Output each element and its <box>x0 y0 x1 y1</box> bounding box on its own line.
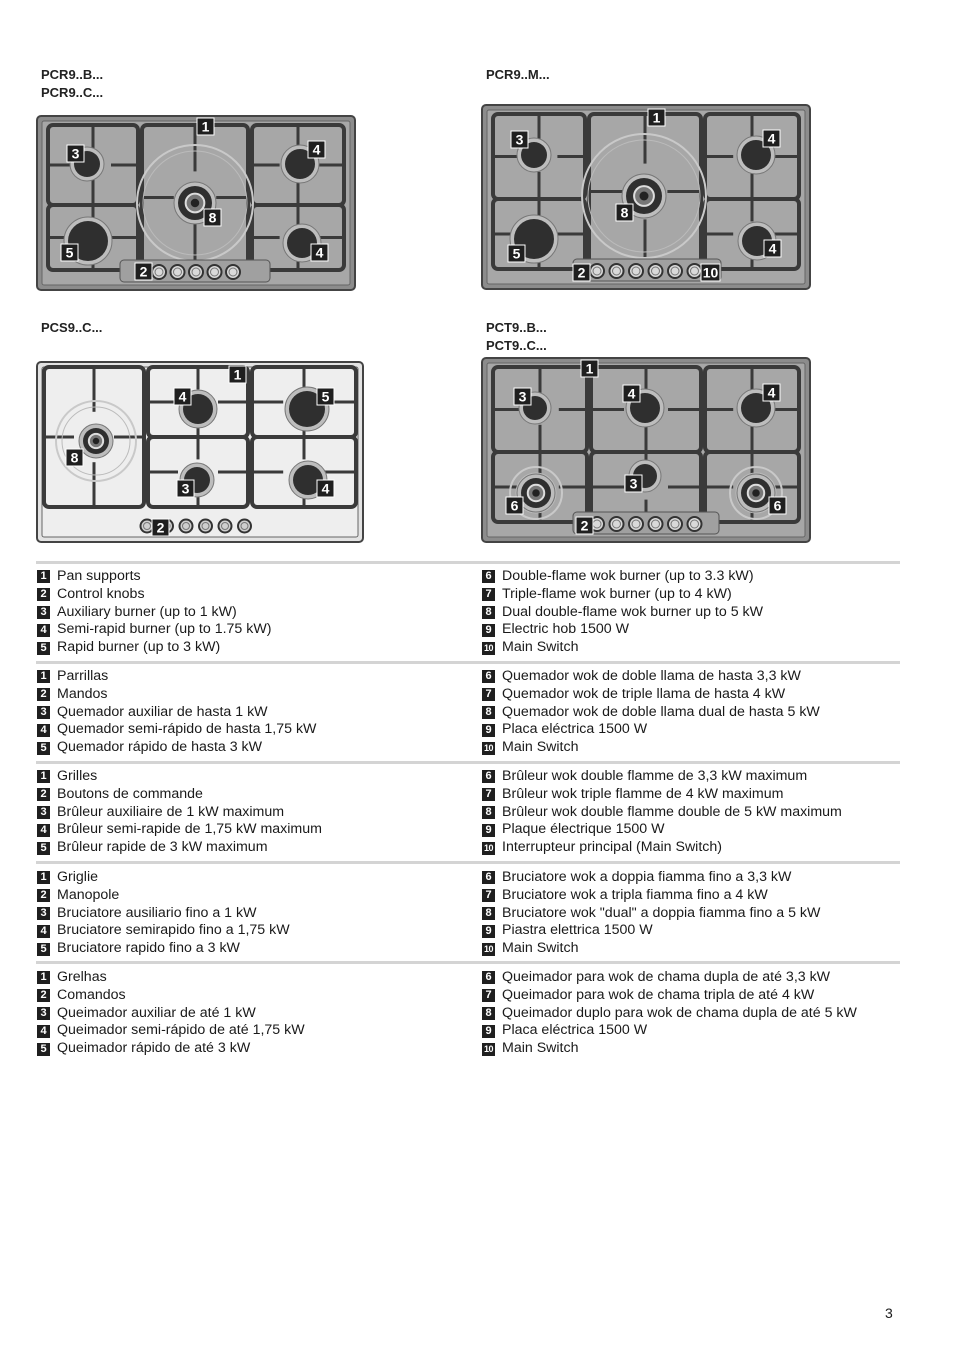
callout-number-badge: 6 <box>482 971 495 984</box>
callout-number-badge: 1 <box>37 971 50 984</box>
model-label-pcs9-c <box>41 319 102 337</box>
callout-number: 5 <box>65 244 74 261</box>
legend-column-left <box>37 969 305 1058</box>
callout-number-badge: 3 <box>37 806 50 819</box>
callout-number: 8 <box>620 204 629 221</box>
legend-item <box>37 786 322 804</box>
legend-item <box>37 1005 305 1023</box>
legend-item-text: Parrillas <box>57 668 109 684</box>
legend-item <box>482 804 842 822</box>
control-knob <box>226 265 240 279</box>
callout-number-badge: 8 <box>482 706 495 719</box>
legend-item <box>37 969 305 987</box>
legend-item <box>482 768 842 786</box>
callout-badge <box>769 497 786 514</box>
legend-column-right <box>482 869 820 958</box>
legend-item <box>37 768 322 786</box>
callout-number-badge: 4 <box>37 824 50 837</box>
legend-item-text: Double-flame wok burner (up to 3.3 kW) <box>502 568 754 584</box>
hob-illustration <box>36 115 356 291</box>
callout-number: 5 <box>512 245 521 262</box>
callout-badge <box>174 388 191 405</box>
legend-item <box>37 604 271 622</box>
legend-item <box>37 621 271 639</box>
callout-badge <box>625 475 642 492</box>
legend-item-text: Pan supports <box>57 568 141 584</box>
control-knob <box>180 520 193 533</box>
legend-item-text: Queimador semi-rápido de até 1,75 kW <box>57 1022 305 1039</box>
legend-item-text: Triple-flame wok burner (up to 4 kW) <box>502 585 732 602</box>
legend-item <box>37 887 290 905</box>
legend-item <box>482 922 820 940</box>
legend-item-text: Griglie <box>57 869 98 885</box>
callout-number: 4 <box>767 130 776 147</box>
control-knob <box>219 520 232 533</box>
legend-column-left <box>37 869 290 958</box>
callout-number-badge: 8 <box>482 907 495 920</box>
callout-number-badge: 3 <box>37 1007 50 1020</box>
callout-number-badge: 2 <box>37 889 50 902</box>
callout-number: 4 <box>321 480 330 497</box>
legend-item <box>482 686 820 704</box>
control-knob <box>189 265 203 279</box>
callout-badge <box>576 517 593 534</box>
callout-number-badge: 3 <box>37 706 50 719</box>
legend-item-text: Manopole <box>57 886 120 903</box>
legend-item <box>37 905 290 923</box>
legend-item-text: Queimador para wok de chama dupla de até 3,3 kW <box>502 969 831 985</box>
callout-badge <box>229 366 246 383</box>
callout-number: 3 <box>518 388 527 405</box>
callout-badge <box>61 244 78 261</box>
callout-number-badge: 4 <box>37 1025 50 1038</box>
legend-item-text: Placa eléctrica 1500 W <box>502 1022 648 1039</box>
legend-item-text: Queimador duplo para wok de chama dupla de até 5 kW <box>502 1004 857 1021</box>
callout-badge <box>311 244 328 261</box>
legend-item <box>482 905 820 923</box>
separator <box>36 761 900 764</box>
legend-item-text: Rapid burner (up to 3 kW) <box>57 639 221 656</box>
legend-item-text: Boutons de commande <box>57 785 203 802</box>
legend-item <box>482 786 842 804</box>
legend-item <box>482 721 820 739</box>
hob-illustration <box>36 361 364 543</box>
callout-number-badge: 10 <box>483 742 493 753</box>
control-knob <box>199 520 212 533</box>
callout-badge <box>197 118 214 135</box>
legend-column-right <box>482 568 763 657</box>
control-knob <box>238 520 251 533</box>
model-name: PCR9..B... <box>41 67 104 82</box>
callout-number-badge: 9 <box>482 624 495 637</box>
callout-badge <box>508 245 525 262</box>
legend-item <box>37 721 316 739</box>
callout-number-badge: 7 <box>482 588 495 601</box>
callout-number-badge: 1 <box>37 871 50 884</box>
legend-item-text: Electric hob 1500 W <box>502 621 629 638</box>
legend-item-text: Quemador semi-rápido de hasta 1,75 kW <box>57 721 317 738</box>
legend-item <box>482 839 842 857</box>
control-knob-row <box>152 265 240 279</box>
legend-item <box>37 922 290 940</box>
legend-item-text: Bruciatore rapido fino a 3 kW <box>57 940 240 957</box>
legend-item <box>37 739 316 757</box>
control-knob <box>171 265 185 279</box>
callout-badge <box>177 480 194 497</box>
hob-diagram-pcr9-m <box>481 104 811 290</box>
legend-item <box>482 568 763 586</box>
callout-number-badge: 1 <box>37 570 50 583</box>
legend-item-text: Semi-rapid burner (up to 1.75 kW) <box>57 621 272 638</box>
control-knob <box>688 264 702 278</box>
legend-column-right <box>482 668 820 757</box>
legend-item <box>482 639 763 657</box>
control-knob <box>649 264 663 278</box>
callout-number-badge: 6 <box>482 770 495 783</box>
callout-badge <box>616 204 633 221</box>
callout-number: 1 <box>233 366 242 383</box>
legend-item-text: Brûleur auxiliaire de 1 kW maximum <box>57 803 285 820</box>
legend-item <box>37 1022 305 1040</box>
callout-number-badge: 3 <box>37 907 50 920</box>
callout-number-badge: 8 <box>482 1007 495 1020</box>
legend-item-text: Plaque électrique 1500 W <box>502 821 665 838</box>
legend-item-text: Brûleur wok double flamme de 3,3 kW maximum <box>502 768 808 784</box>
legend-item-text: Main Switch <box>502 739 579 756</box>
callout-number-badge: 3 <box>37 606 50 619</box>
separator <box>36 961 900 964</box>
legend-item <box>37 940 290 958</box>
legend-item <box>482 987 857 1005</box>
legend-item <box>37 804 322 822</box>
callout-number-badge: 4 <box>37 925 50 938</box>
callout-number: 3 <box>515 131 524 148</box>
callout-number-badge: 6 <box>482 670 495 683</box>
legend-column-left <box>37 768 322 857</box>
legend-column-left <box>37 568 271 657</box>
model-label-pct9-bc <box>486 319 547 355</box>
legend-item-text: Bruciatore wok "dual" a doppia fiamma fino a 5 kW <box>502 904 821 921</box>
callout-number-badge: 9 <box>482 1025 495 1038</box>
legend-item <box>482 887 820 905</box>
callout-badge <box>308 141 325 158</box>
legend-item-text: Brûleur wok triple flamme de 4 kW maximum <box>502 785 784 802</box>
legend-item-text: Bruciatore wok a tripla fiamma fino a 4 kW <box>502 886 768 903</box>
callout-number-badge: 4 <box>37 624 50 637</box>
model-name: PCT9..C... <box>486 338 547 353</box>
burner-center <box>752 489 760 497</box>
legend-item-text: Dual double-flame wok burner up to 5 kW <box>502 603 764 620</box>
legend-item-text: Quemador wok de triple llama de hasta 4 kW <box>502 685 786 702</box>
callout-badge <box>701 264 720 281</box>
model-name: PCS9..C... <box>41 320 103 335</box>
legend-item <box>482 586 763 604</box>
hob-illustration <box>481 357 811 543</box>
callout-number-badge: 6 <box>482 871 495 884</box>
legend-item <box>482 604 763 622</box>
model-label-pcr9-m <box>486 66 550 84</box>
callout-badge <box>764 240 781 257</box>
callout-badge <box>514 388 531 405</box>
control-knob <box>590 264 604 278</box>
control-knob <box>688 517 702 531</box>
callout-number: 8 <box>70 449 79 466</box>
wok-burner <box>79 424 113 458</box>
legend-item <box>482 668 820 686</box>
callout-number-badge: 2 <box>37 688 50 701</box>
callout-number-badge: 7 <box>482 688 495 701</box>
legend-item-text: Main Switch <box>502 940 579 957</box>
callout-number-badge: 9 <box>482 724 495 737</box>
callout-number: 2 <box>580 517 589 534</box>
callout-number: 4 <box>178 388 187 405</box>
callout-number-badge: 2 <box>37 588 50 601</box>
callout-badge <box>511 131 528 148</box>
callout-badge <box>135 263 152 280</box>
callout-number-badge: 10 <box>483 642 493 653</box>
callout-number: 1 <box>201 118 210 135</box>
model-name: PCT9..B... <box>486 320 547 335</box>
callout-number: 2 <box>577 264 586 281</box>
control-knob <box>629 517 643 531</box>
control-knob <box>610 517 624 531</box>
callout-number: 4 <box>315 244 324 261</box>
legend-item-text: Queimador auxiliar de até 1 kW <box>57 1004 256 1021</box>
legend-item-text: Mandos <box>57 685 108 702</box>
control-knob <box>152 265 166 279</box>
legend-item-text: Main Switch <box>502 639 579 656</box>
burner-center <box>532 489 540 497</box>
legend-item-text: Interrupteur principal (Main Switch) <box>502 839 722 856</box>
legend-item-text: Quemador wok de doble llama dual de hasta 5 kW <box>502 703 820 720</box>
legend-item-text: Control knobs <box>57 585 145 602</box>
callout-badge <box>204 209 221 226</box>
hob-diagram-pcr9-bc <box>36 115 356 291</box>
callout-number: 3 <box>181 480 190 497</box>
callout-badge <box>763 384 780 401</box>
legend-item-text: Piastra elettrica 1500 W <box>502 922 653 939</box>
legend-item <box>482 1022 857 1040</box>
callout-number-badge: 2 <box>37 788 50 801</box>
legend-item <box>482 1040 857 1058</box>
legend-item-text: Bruciatore semirapido fino a 1,75 kW <box>57 922 290 939</box>
callout-number-badge: 10 <box>483 842 493 853</box>
callout-number-badge: 8 <box>482 606 495 619</box>
callout-number: 4 <box>627 385 636 402</box>
control-knob <box>668 264 682 278</box>
callout-number: 6 <box>510 497 519 514</box>
legend-item <box>482 1005 857 1023</box>
control-knob <box>208 265 222 279</box>
callout-number: 4 <box>768 240 777 257</box>
legend-item <box>37 704 316 722</box>
callout-badge <box>763 130 780 147</box>
callout-number: 10 <box>702 264 719 281</box>
callout-badge <box>317 388 334 405</box>
callout-number: 8 <box>208 209 217 226</box>
legend-item-text: Queimador para wok de chama tripla de até 4 kW <box>502 986 815 1003</box>
control-knob <box>610 264 624 278</box>
legend-item-text: Grilles <box>57 768 98 784</box>
legend-item-text: Auxiliary burner (up to 1 kW) <box>57 603 237 620</box>
model-name: PCR9..M... <box>486 67 550 82</box>
callout-badge <box>152 519 169 536</box>
legend-item <box>37 839 322 857</box>
legend-item-text: Grelhas <box>57 969 107 985</box>
callout-number-badge: 5 <box>37 742 50 755</box>
legend-item <box>482 940 820 958</box>
callout-number-badge: 5 <box>37 842 50 855</box>
separator <box>36 561 900 564</box>
callout-number-badge: 7 <box>482 889 495 902</box>
legend-item-text: Bruciatore wok a doppia fiamma fino a 3,3 kW <box>502 869 792 885</box>
burner-center <box>191 199 200 208</box>
legend-item <box>482 821 842 839</box>
legend-item <box>37 987 305 1005</box>
burner-center <box>93 438 100 445</box>
callout-number: 4 <box>312 141 321 158</box>
legend-item <box>482 621 763 639</box>
callout-number-badge: 5 <box>37 1043 50 1056</box>
separator <box>36 861 900 864</box>
callout-number: 1 <box>585 360 594 377</box>
legend-item-text: Brûleur semi-rapide de 1,75 kW maximum <box>57 821 322 838</box>
legend-column-right <box>482 969 857 1058</box>
legend-item <box>482 704 820 722</box>
model-label-pcr9-bc <box>41 66 103 102</box>
control-knob <box>649 517 663 531</box>
legend-item <box>37 639 271 657</box>
callout-number: 5 <box>321 388 330 405</box>
legend-item <box>482 869 820 887</box>
legend-column-right <box>482 768 842 857</box>
legend-item-text: Brûleur rapide de 3 kW maximum <box>57 839 268 856</box>
callout-number: 6 <box>773 497 782 514</box>
legend-column-left <box>37 668 316 757</box>
callout-number-badge: 1 <box>37 670 50 683</box>
callout-number-badge: 10 <box>483 1043 493 1054</box>
hob-diagram-pcs9-c <box>36 361 364 543</box>
callout-badge <box>317 480 334 497</box>
page-number: 3 <box>885 1305 893 1321</box>
legend-item <box>37 869 290 887</box>
callout-number: 4 <box>767 384 776 401</box>
callout-number: 3 <box>71 145 80 162</box>
callout-badge <box>623 385 640 402</box>
callout-number: 3 <box>629 475 638 492</box>
callout-number-badge: 9 <box>482 824 495 837</box>
separator <box>36 661 900 664</box>
legend-item-text: Quemador rápido de hasta 3 kW <box>57 739 263 756</box>
callout-number-badge: 10 <box>483 943 493 954</box>
legend-item-text: Quemador wok de doble llama de hasta 3,3 kW <box>502 668 801 684</box>
legend-item-text: Queimador rápido de até 3 kW <box>57 1040 251 1057</box>
callout-number-badge: 7 <box>482 989 495 1002</box>
legend-item-text: Quemador auxiliar de hasta 1 kW <box>57 703 268 720</box>
callout-badge <box>67 145 84 162</box>
callout-number-badge: 6 <box>482 570 495 583</box>
legend-item <box>482 969 857 987</box>
legend-item <box>37 668 316 686</box>
legend-item-text: Comandos <box>57 986 126 1003</box>
legend-item <box>37 821 322 839</box>
callout-badge <box>506 497 523 514</box>
legend-item <box>37 568 271 586</box>
legend-item-text: Bruciatore ausiliario fino a 1 kW <box>57 904 257 921</box>
model-name: PCR9..C... <box>41 85 104 100</box>
callout-number-badge: 7 <box>482 788 495 801</box>
hob-diagram-pct9-bc <box>481 357 811 543</box>
callout-number-badge: 5 <box>37 943 50 956</box>
callout-number-badge: 5 <box>37 642 50 655</box>
callout-number-badge: 9 <box>482 925 495 938</box>
callout-badge <box>66 449 83 466</box>
legend-item <box>37 686 316 704</box>
callout-number-badge: 8 <box>482 806 495 819</box>
legend-item-text: Main Switch <box>502 1040 579 1057</box>
burner-center <box>640 192 649 201</box>
legend-item-text: Brûleur wok double flamme double de 5 kW maximum <box>502 803 842 820</box>
callout-badge <box>573 264 590 281</box>
control-knob <box>629 264 643 278</box>
callout-badge <box>648 109 665 126</box>
callout-badge <box>581 360 598 377</box>
legend-item <box>37 586 271 604</box>
hob-illustration <box>481 104 811 290</box>
legend-item <box>37 1040 305 1058</box>
control-knob <box>668 517 682 531</box>
callout-number: 2 <box>156 519 165 536</box>
callout-number-badge: 1 <box>37 770 50 783</box>
legend-item-text: Placa eléctrica 1500 W <box>502 721 648 738</box>
callout-number: 1 <box>652 109 661 126</box>
legend-item <box>482 739 820 757</box>
callout-number: 2 <box>139 263 148 280</box>
callout-number-badge: 2 <box>37 989 50 1002</box>
callout-number-badge: 4 <box>37 724 50 737</box>
